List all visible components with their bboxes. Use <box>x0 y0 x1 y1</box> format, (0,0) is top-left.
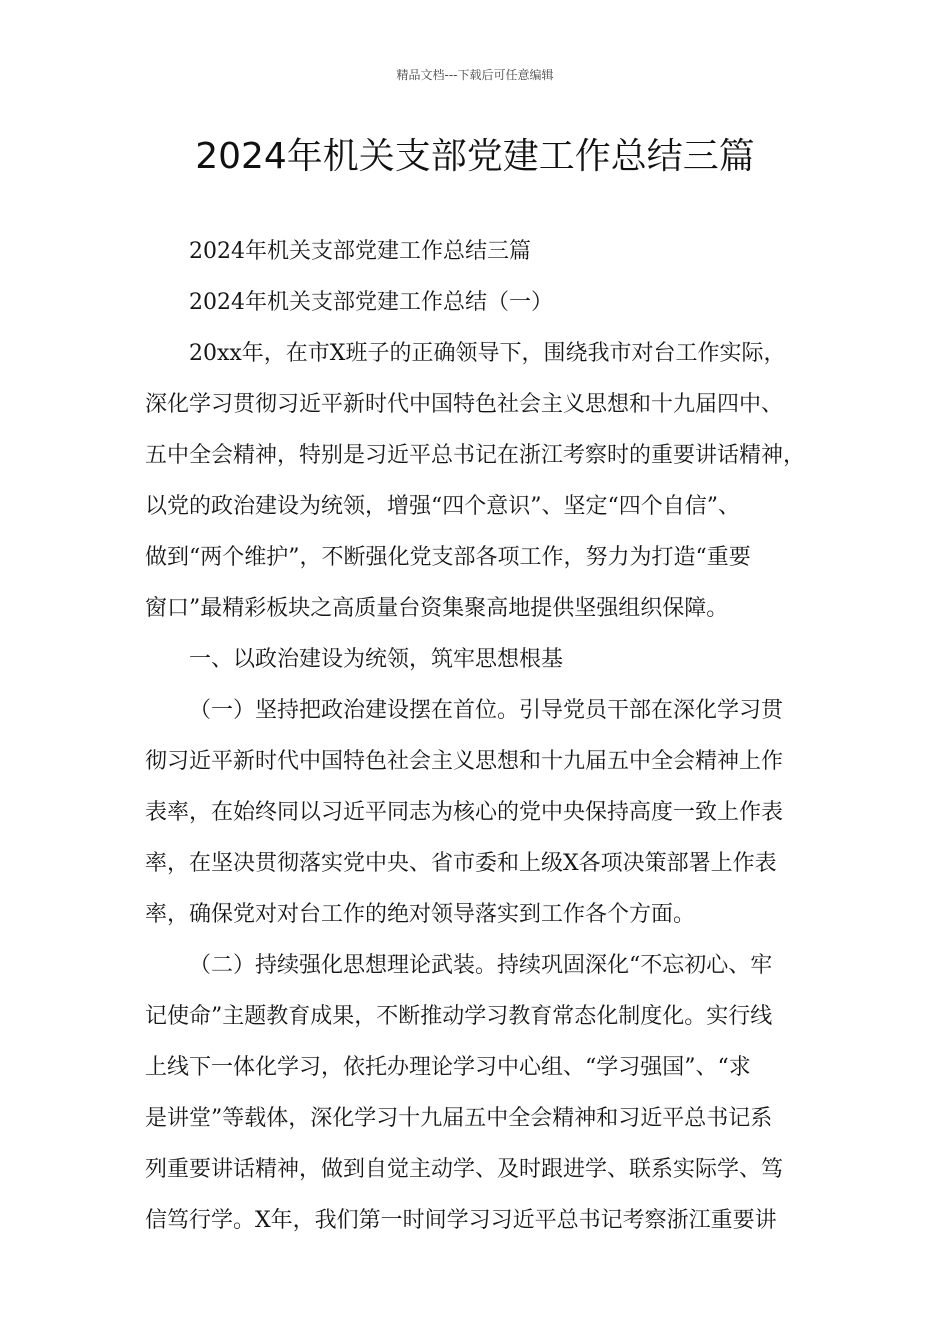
paragraph-line: （二）持续强化思想理论武装。持续巩固深化“不忘初心、牢 <box>189 953 773 978</box>
body-text <box>145 226 825 1246</box>
paragraph-line: 是讲堂”等载体，深化学习十九届五中全会精神和习近平总书记系 <box>145 1106 773 1131</box>
paragraph-line: 2024年机关支部党建工作总结（一） <box>189 290 553 315</box>
paragraph-line: 五中全会精神，特别是习近平总书记在浙江考察时的重要讲话精神， <box>145 443 806 468</box>
paragraph-line: 表率，在始终同以习近平同志为核心的党中央保持高度一致上作表 <box>145 800 784 825</box>
paragraph-line: 2024年机关支部党建工作总结三篇 <box>189 239 531 264</box>
paragraph-line: 率，在坚决贯彻落实党中央、省市委和上级X各项决策部署上作表 <box>145 851 777 876</box>
paragraph-line: 信笃行学。X年，我们第一时间学习习近平总书记考察浙江重要讲 <box>145 1208 777 1233</box>
paragraph-line: 记使命”主题教育成果，不断推动学习教育常态化制度化。实行线 <box>145 1004 773 1029</box>
paragraph-line: 深化学习贯彻习近平新时代中国特色社会主义思想和十九届四中、 <box>145 392 784 417</box>
document-title: 2024年机关支部党建工作总结三篇 <box>195 136 755 177</box>
paragraph-line: 率，确保党对对台工作的绝对领导落实到工作各个方面。 <box>145 902 696 927</box>
paragraph-line: 上线下一体化学习，依托办理论学习中心组、“学习强国”、“求 <box>145 1055 751 1080</box>
paragraph-line: 以党的政治建设为统领，增强“四个意识”、坚定“四个自信”、 <box>145 494 740 519</box>
paragraph-line: （一）坚持把政治建设摆在首位。引导党员干部在深化学习贯 <box>189 698 784 723</box>
paragraph-line: 列重要讲话精神，做到自觉主动学、及时跟进学、联系实际学、笃 <box>145 1157 784 1182</box>
paragraph-line: 彻习近平新时代中国特色社会主义思想和十九届五中全会精神上作 <box>145 749 784 774</box>
paragraph-line: 窗口”最精彩板块之高质量台资集聚高地提供坚强组织保障。 <box>145 596 729 621</box>
paragraph-line: 20xx年，在市X班子的正确领导下，围绕我市对台工作实际， <box>189 341 786 366</box>
section-heading: 一、以政治建设为统领，筑牢思想根基 <box>189 647 564 672</box>
header-note: 精品文档---下载后可任意编辑 <box>396 68 554 82</box>
paragraph-line: 做到“两个维护”，不断强化党支部各项工作，努力为打造“重要 <box>145 545 751 570</box>
